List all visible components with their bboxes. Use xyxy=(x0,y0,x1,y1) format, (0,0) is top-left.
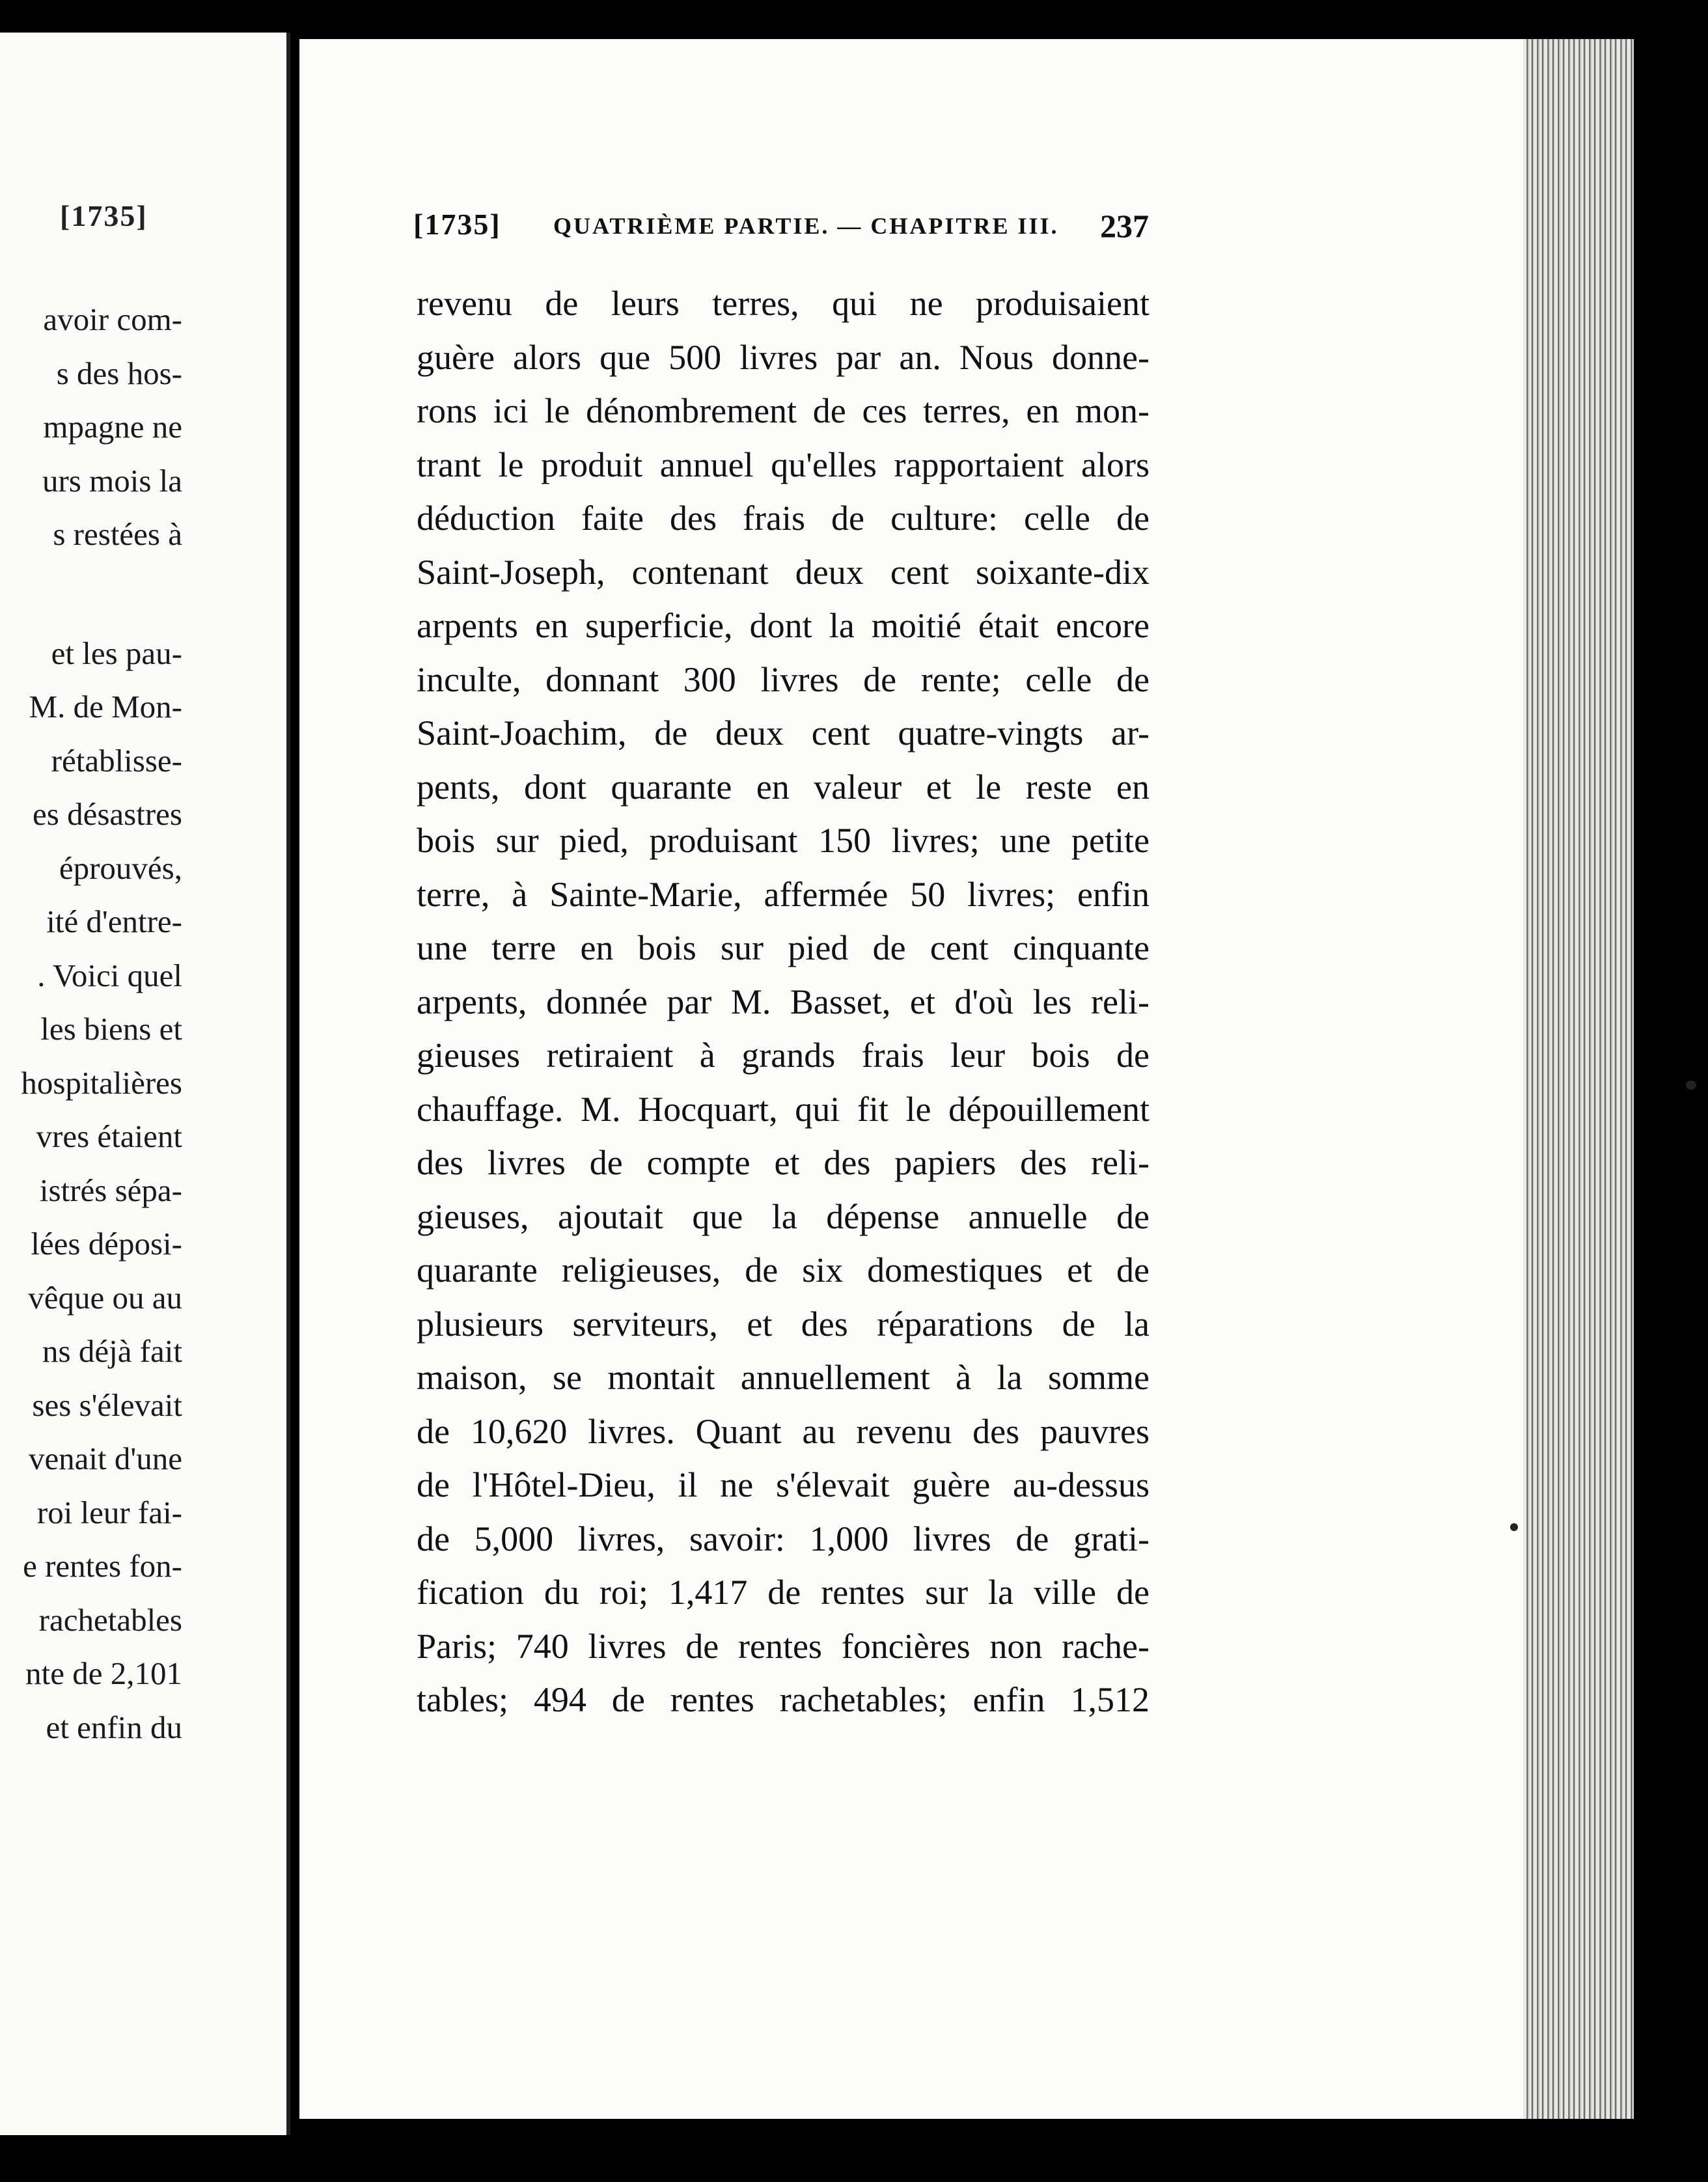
text-line: gieuses, ajoutait que la dépense annuelle de xyxy=(417,1196,1150,1236)
text-line: une terre en bois sur pied de cent cinquante xyxy=(417,928,1150,967)
left-line: rétablisse- xyxy=(51,742,182,779)
scan-speck xyxy=(1510,1523,1518,1531)
left-line: es désastres xyxy=(33,796,182,832)
text-line: bois sur pied, produisant 150 livres; une petite xyxy=(417,821,1150,860)
text-line: trant le produit annuel qu'elles rapportaient alors xyxy=(417,445,1150,484)
left-line: éprouvés, xyxy=(59,849,182,886)
left-line: nte de 2,101 xyxy=(25,1655,182,1691)
text-line: arpents, donnée par M. Basset, et d'où les reli- xyxy=(417,982,1150,1021)
text-line: arpents en superficie, dont la moitié était encore xyxy=(417,606,1150,645)
left-line: rachetables xyxy=(38,1601,182,1638)
paragraph-gap xyxy=(0,562,182,627)
scan-speck xyxy=(1686,1081,1696,1090)
text-line: Paris; 740 livres de rentes foncières non rache- xyxy=(417,1626,1150,1666)
text-line: Saint-Joseph, contenant deux cent soixante-dix xyxy=(417,552,1150,592)
page-number: 237 xyxy=(1100,208,1149,244)
text-line: terre, à Sainte-Marie, affermée 50 livres; enfin xyxy=(417,874,1150,914)
text-line: gieuses retiraient à grands frais leur bois de xyxy=(417,1036,1150,1075)
text-line: Saint-Joachim, de deux cent quatre-vingts ar- xyxy=(417,713,1150,753)
left-page xyxy=(0,33,290,2135)
left-line: urs mois la xyxy=(42,462,182,499)
text-line: plusieurs serviteurs, et des réparations de la xyxy=(417,1304,1150,1344)
text-line: fication du roi; 1,417 de rentes sur la ville de xyxy=(417,1573,1150,1612)
text-line: déduction faite des frais de culture: celle de xyxy=(417,499,1150,538)
left-line: M. de Mon- xyxy=(29,689,182,725)
text-line: maison, se montait annuellement à la somme xyxy=(417,1358,1150,1397)
left-page-text xyxy=(0,293,182,1754)
left-line: . Voici quel xyxy=(37,957,182,993)
left-page-header: [1735] xyxy=(60,199,148,232)
text-line: tables; 494 de rentes rachetables; enfin 1,512 xyxy=(417,1680,1150,1719)
left-line: mpagne ne xyxy=(43,409,182,445)
text-line: de 10,620 livres. Quant au revenu des pauvres xyxy=(417,1411,1150,1451)
header-year: [1735] xyxy=(413,208,501,241)
left-line: istrés sépa- xyxy=(39,1172,182,1208)
left-line: s des hos- xyxy=(56,355,182,391)
text-line: pents, dont quarante en valeur et le reste en xyxy=(417,767,1150,807)
left-line: et les pau- xyxy=(51,635,182,671)
left-line: vres étaient xyxy=(36,1118,182,1154)
text-line: revenu de leurs terres, qui ne produisaient xyxy=(417,284,1150,323)
left-line: ses s'élevait xyxy=(32,1387,182,1423)
text-line: quarante religieuses, de six domestiques et de xyxy=(417,1250,1150,1290)
text-line: rons ici le dénombrement de ces terres, en mon- xyxy=(417,391,1150,430)
text-line: guère alors que 500 livres par an. Nous donne- xyxy=(417,337,1150,377)
left-line: avoir com- xyxy=(43,301,182,337)
left-line: s restées à xyxy=(53,516,182,552)
page-edges xyxy=(1523,39,1634,2119)
text-line: de l'Hôtel-Dieu, il ne s'élevait guère au-dessus xyxy=(417,1465,1150,1504)
left-line: et enfin du xyxy=(46,1709,182,1745)
left-line: e rentes fon- xyxy=(23,1548,182,1584)
left-line: les biens et xyxy=(40,1011,182,1047)
text-line: chauffage. M. Hocquart, qui fit le dépouillement xyxy=(417,1089,1150,1129)
left-line: vêque ou au xyxy=(28,1279,182,1316)
text-line: des livres de compte et des papiers des reli- xyxy=(417,1143,1150,1182)
header-title: QUATRIÈME PARTIE. — CHAPITRE III. xyxy=(553,213,1059,239)
left-line: ns déjà fait xyxy=(42,1333,182,1369)
body-text xyxy=(417,277,1150,1727)
text-line: inculte, donnant 300 livres de rente; celle de xyxy=(417,659,1150,699)
left-line: ité d'entre- xyxy=(46,904,182,939)
running-header xyxy=(413,207,1149,246)
left-line: venait d'une xyxy=(28,1441,182,1476)
left-line: lées déposi- xyxy=(31,1226,182,1262)
left-line: roi leur fai- xyxy=(36,1494,182,1530)
left-line: hospitalières xyxy=(21,1064,182,1101)
text-line: de 5,000 livres, savoir: 1,000 livres de grati- xyxy=(417,1519,1150,1558)
